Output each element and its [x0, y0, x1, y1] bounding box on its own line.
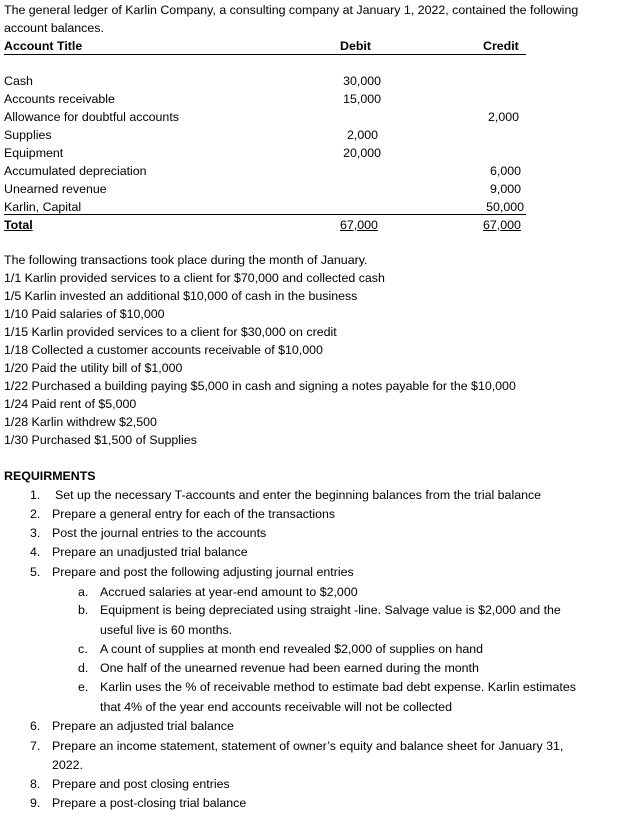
requirement-number: 6.	[30, 719, 41, 733]
requirement-number: 8.	[30, 777, 41, 791]
row-debit: 30,000	[343, 74, 381, 88]
requirement-text: Prepare an unadjusted trial balance	[52, 545, 248, 559]
row-account: Allowance for doubtful accounts	[4, 110, 179, 124]
row-account: Accounts receivable	[4, 92, 115, 106]
subitem-text-continued: useful live is 60 months.	[100, 623, 233, 637]
row-credit: 6,000	[489, 164, 521, 178]
transaction-item: 1/20 Paid the utility bill of $1,000	[4, 361, 183, 375]
header-credit: Credit	[483, 39, 519, 53]
subitem-text-continued: that 4% of the year end accounts receivable will not be collected	[100, 700, 452, 714]
header-underline	[4, 54, 526, 55]
row-debit: 2,000	[346, 128, 378, 142]
transactions-heading: The following transactions took place during the month of January.	[4, 253, 368, 267]
requirement-text-continued: 2022.	[52, 758, 84, 772]
requirement-text: Prepare an adjusted trial balance	[52, 719, 234, 733]
intro-line-2: account balances.	[4, 21, 104, 35]
transaction-item: 1/24 Paid rent of $5,000	[4, 397, 137, 411]
transaction-item: 1/30 Purchased $1,500 of Supplies	[4, 433, 197, 447]
subitem-text: Equipment is being depreciated using straight -line. Salvage value is $2,000 and the	[100, 603, 561, 617]
intro-line-1: The general ledger of Karlin Company, a consulting company at January 1, 2022, contained the following	[4, 3, 579, 17]
total-rule	[4, 214, 526, 215]
total-credit: 67,000	[483, 218, 521, 232]
row-account: Karlin, Capital	[4, 200, 82, 214]
transaction-item: 1/22 Purchased a building paying $5,000 in cash and signing a notes payable for the $10,000	[4, 379, 516, 393]
header-debit: Debit	[340, 39, 371, 53]
subitem-letter: b.	[78, 603, 89, 617]
subitem-text: One half of the unearned revenue had been earned during the month	[100, 661, 479, 675]
transaction-item: 1/1 Karlin provided services to a client for $70,000 and collected cash	[4, 271, 385, 285]
requirements-heading: REQUIRMENTS	[4, 469, 96, 483]
subitem-letter: c.	[78, 642, 88, 656]
requirement-text: Prepare a general entry for each of the transactions	[52, 507, 336, 521]
requirement-text: Prepare an income statement, statement of owner’s equity and balance sheet for January 31,	[52, 739, 564, 753]
transaction-item: 1/5 Karlin invested an additional $10,000 of cash in the business	[4, 289, 358, 303]
row-account: Supplies	[4, 128, 52, 142]
header-account-title: Account Title	[4, 39, 83, 53]
row-account: Unearned revenue	[4, 182, 107, 196]
subitem-text: Karlin uses the % of receivable method to estimate bad debt expense. Karlin estimates	[100, 680, 576, 694]
subitem-letter: a.	[78, 585, 89, 599]
transaction-item: 1/10 Paid salaries of $10,000	[4, 307, 165, 321]
requirement-number: 2.	[30, 507, 41, 521]
requirement-text: Post the journal entries to the accounts	[52, 526, 267, 540]
transaction-item: 1/18 Collected a customer accounts receivable of $10,000	[4, 343, 323, 357]
requirement-number: 3.	[30, 526, 41, 540]
subitem-letter: e.	[78, 680, 89, 694]
row-account: Accumulated depreciation	[4, 164, 147, 178]
subitem-text: Accrued salaries at year-end amount to $2,000	[100, 585, 358, 599]
requirement-number: 5.	[30, 565, 41, 579]
row-credit: 9,000	[489, 182, 521, 196]
transaction-item: 1/28 Karlin withdrew $2,500	[4, 415, 157, 429]
row-credit: 2,000	[487, 110, 519, 124]
requirement-text: Set up the necessary T-accounts and enter the beginning balances from the trial balance	[55, 488, 542, 502]
total-debit: 67,000	[340, 218, 378, 232]
subitem-letter: d.	[78, 661, 89, 675]
requirement-text: Prepare and post closing entries	[52, 777, 230, 791]
subitem-text: A count of supplies at month end revealed $2,000 of supplies on hand	[100, 642, 484, 656]
requirement-text: Prepare and post the following adjusting journal entries	[52, 565, 354, 579]
total-label: Total	[4, 218, 33, 232]
row-debit: 15,000	[343, 92, 381, 106]
row-account: Cash	[4, 74, 33, 88]
requirement-number: 1.	[30, 488, 41, 502]
row-credit: 50,000	[486, 200, 524, 214]
requirement-number: 9.	[30, 796, 41, 810]
row-debit: 20,000	[343, 146, 381, 160]
transaction-item: 1/15 Karlin provided services to a client for $30,000 on credit	[4, 325, 337, 339]
requirement-text: Prepare a post-closing trial balance	[52, 796, 247, 810]
requirement-number: 4.	[30, 545, 41, 559]
requirement-number: 7.	[30, 739, 41, 753]
row-account: Equipment	[4, 146, 64, 160]
